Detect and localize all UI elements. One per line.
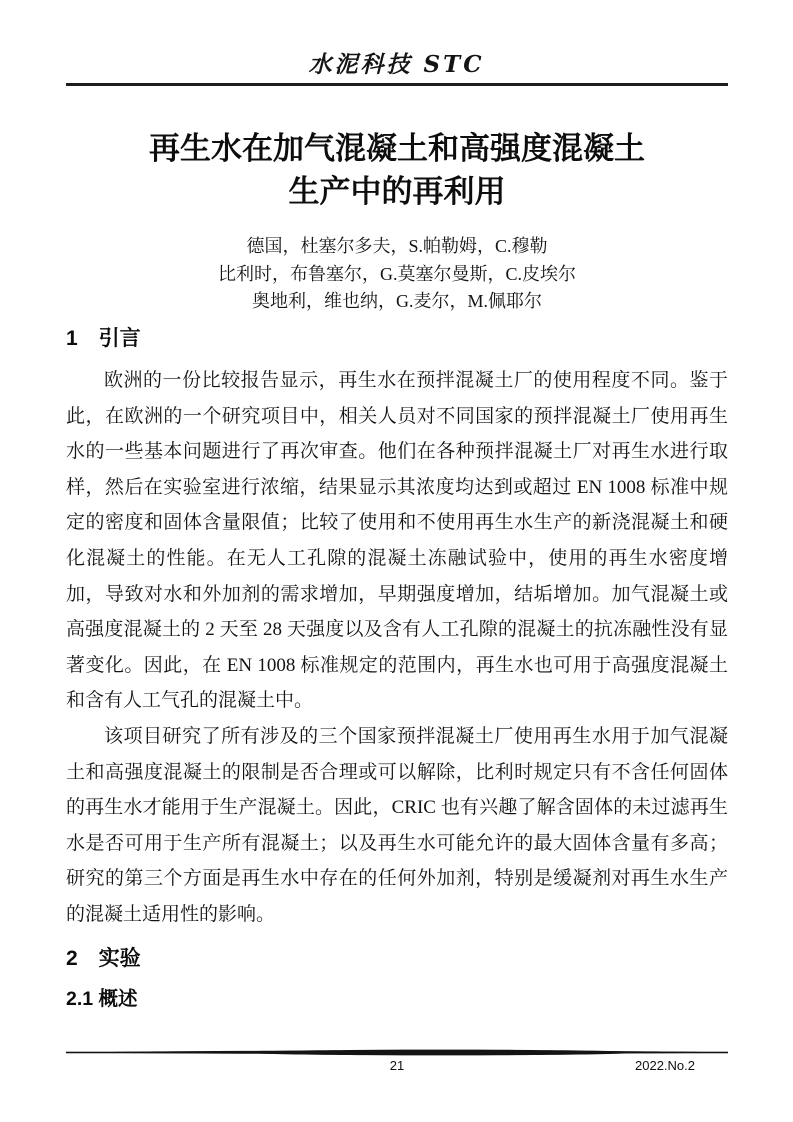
intro-paragraph-1: 欧洲的一份比较报告显示，再生水在预拌混凝土厂的使用程度不同。鉴于此，在欧洲的一个研究项目中，相关人员对不同国家的预拌混凝土厂使用再生水的一些基本问题进行了再次审查。他们在各种预拌混凝土厂对再生水进行取样，然后在实验室进行浓缩，结果显示其浓度均达到或超过 EN 1008 标准中规定的密度和固体含量限值；比较了使用和不使用再生水生产的新浇混凝土和硬化混凝土的性能。在无人工孔隙的混凝土冻融试验中，使用的再生水密度增加，导致对水和外加剂的需求增加，早期强度增加，结垢增加。加气混凝土或高强度混凝土的 2 天至 28 天强度以及含有人工孔隙的混凝土的抗冻融性没有显著变化。因此，在 EN 1008 标准规定的范围内，再生水也可用于高强度混凝土和含有人工气孔的混凝土中。 — [66, 370, 728, 712]
issue-label: 2022.No.2 — [635, 1058, 695, 1073]
author-block — [66, 233, 728, 316]
section-heading-experiment: 2 实验 — [66, 946, 141, 970]
section-heading-introduction: 1 引言 — [66, 327, 141, 350]
article-body — [66, 323, 728, 1014]
author-line: 奥地利，维也纳，G.麦尔，M.佩耶尔 — [251, 291, 542, 311]
article-title — [66, 127, 728, 213]
journal-title: 水泥科技 STC — [308, 51, 485, 78]
author-line: 比利时，布鲁塞尔，G.莫塞尔曼斯，C.皮埃尔 — [217, 263, 576, 284]
subsection-heading-overview: 2.1 概述 — [66, 987, 138, 1010]
footer-rule — [66, 1048, 728, 1058]
article-title-line-1: 再生水在加气混凝土和高强度混凝土 — [149, 131, 645, 166]
header-rule — [66, 83, 728, 86]
page-number: 21 — [389, 1058, 405, 1073]
intro-paragraph-2: 该项目研究了所有涉及的三个国家预拌混凝土厂使用再生水用于加气混凝土和高强度混凝土的限制是否合理或可以解除，比利时规定只有不含任何固体的再生水才能用于生产混凝土。因此，CRIC 也有兴趣了解含固体的未过滤再生水是否可用于生产所有混凝土；以及再生水可能允许的最大固体含量有多高；研究的第三个方面是再生水中存在的任何外加剂，特别是缓凝剂对再生水生产的混凝土适用性的影响。 — [66, 725, 728, 925]
article-title-line-2: 生产中的再利用 — [288, 174, 506, 209]
author-line: 德国，杜塞尔多夫，S.帕勒姆，C.穆勒 — [246, 236, 548, 256]
